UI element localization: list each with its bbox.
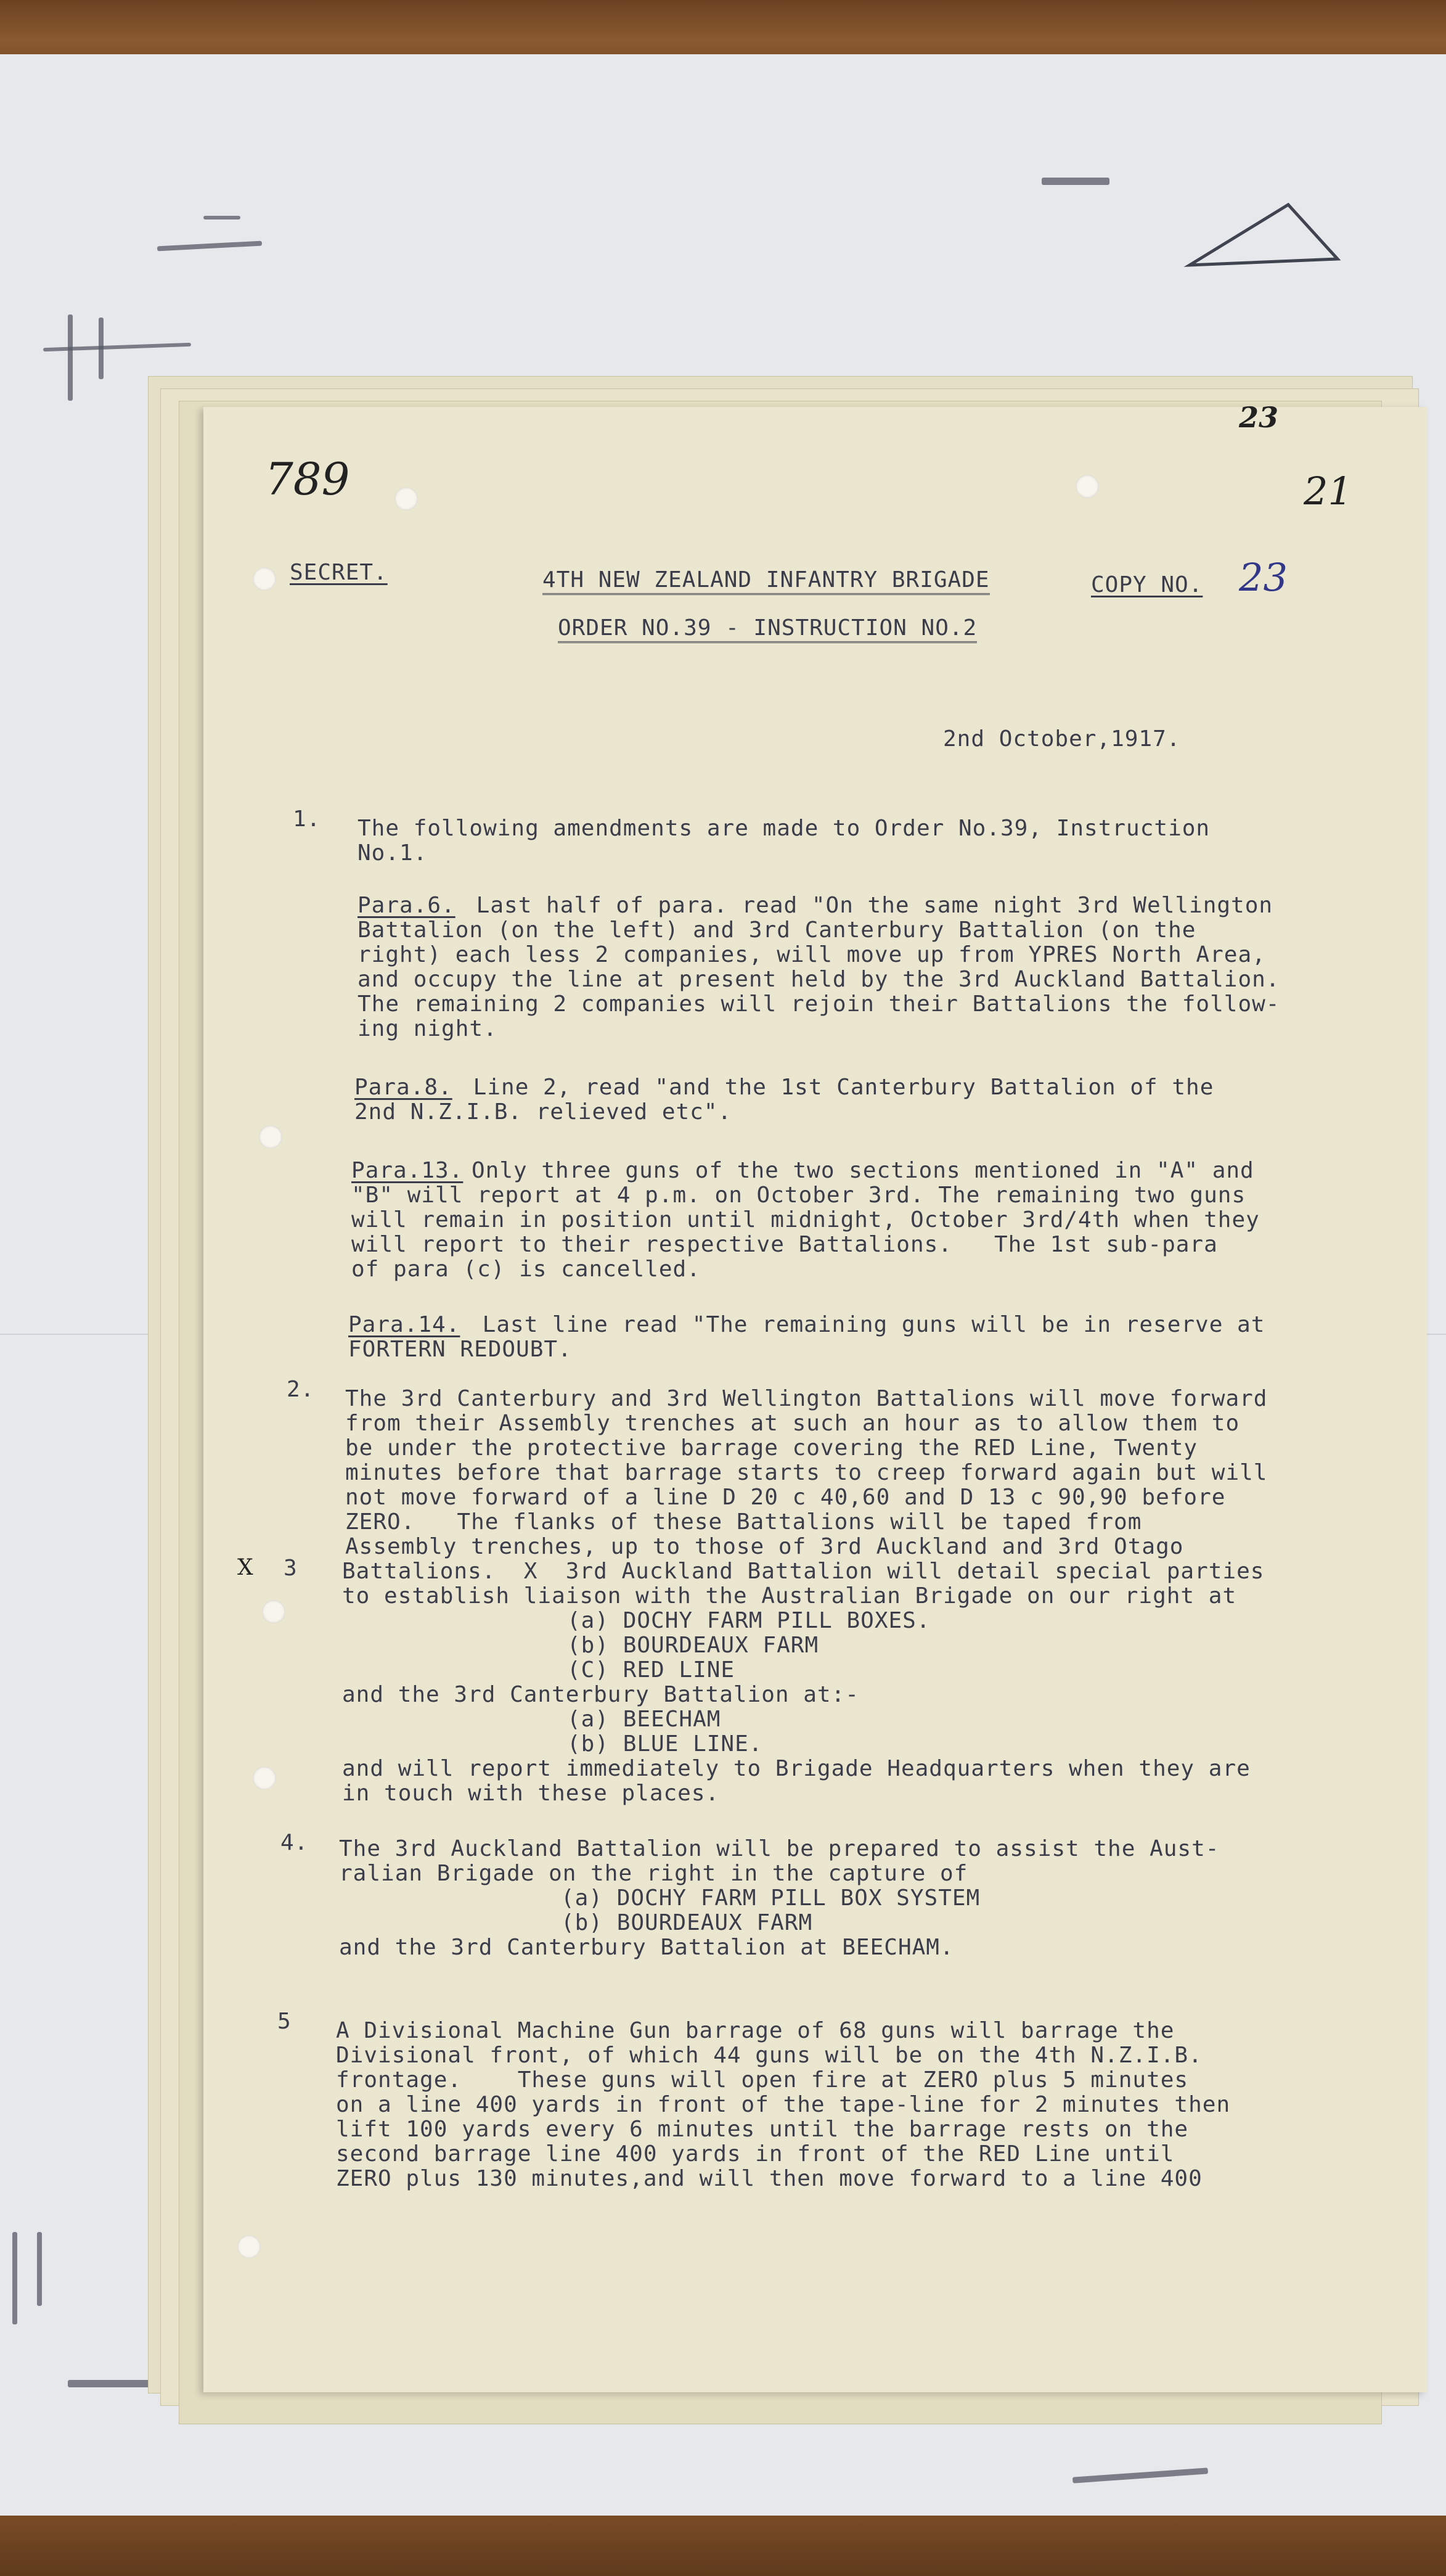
- text-line: ZERO plus 130 minutes,and will then move forward to a line 400: [336, 2166, 1203, 2191]
- text-line: Battalion (on the left) and 3rd Canterbury Battalion (on the: [357, 917, 1196, 943]
- text-line: lift 100 yards every 6 minutes until the barrage rests on the: [336, 2117, 1189, 2142]
- text-line: 2nd N.Z.I.B. relieved etc".: [354, 1099, 732, 1125]
- text-line: of para (c) is cancelled.: [351, 1257, 701, 1282]
- pencil-mark: [12, 2232, 17, 2324]
- para-ref: Para.6.: [357, 893, 455, 918]
- para-number: 1.: [293, 806, 321, 832]
- document-page: [203, 401, 1427, 2392]
- table-surface-bottom: [0, 2516, 1446, 2576]
- text-line: and the 3rd Canterbury Battalion at BEECHAM.: [339, 1935, 954, 1960]
- pencil-mark: [99, 318, 104, 379]
- text-line: Assembly trenches, up to those of 3rd Auckland and 3rd Otago: [345, 1534, 1184, 1559]
- text-line: Divisional front, of which 44 guns will be on the 4th N.Z.I.B.: [336, 2043, 1203, 2068]
- text-line: Battalions. X 3rd Auckland Battalion will detail special parties: [342, 1559, 1265, 1584]
- document-date: 2nd October,1917.: [943, 726, 1181, 752]
- punch-hole: [237, 2235, 261, 2258]
- text-line: ralian Brigade on the right in the capture of: [339, 1861, 968, 1886]
- pencil-mark: [68, 314, 73, 401]
- text-line: not move forward of a line D 20 c 40,60 and D 13 c 90,90 before: [345, 1485, 1226, 1510]
- text-line: Last half of para. read "On the same night 3rd Wellington: [462, 893, 1273, 918]
- punch-hole: [259, 1125, 282, 1149]
- text-line: A Divisional Machine Gun barrage of 68 guns will barrage the: [336, 2018, 1175, 2043]
- list-item: (a) DOCHY FARM PILL BOX SYSTEM: [561, 1885, 981, 1911]
- punch-hole: [253, 567, 276, 591]
- margin-x-mark: X: [237, 1555, 253, 1580]
- classification-label: SECRET.: [290, 560, 388, 585]
- punch-hole: [262, 1600, 285, 1623]
- text-line: FORTERN REDOUBT.: [348, 1337, 572, 1362]
- para-ref: Para.13.: [351, 1158, 464, 1183]
- text-line: and the 3rd Canterbury Battalion at:-: [342, 1682, 859, 1707]
- text-line: and will report immediately to Brigade Headquarters when they are: [342, 1756, 1251, 1781]
- list-item: (b) BLUE LINE.: [567, 1731, 763, 1757]
- text-line: ing night.: [357, 1016, 497, 1041]
- text-line: second barrage line 400 yards in front of the RED Line until: [336, 2141, 1175, 2167]
- punch-hole: [253, 1766, 276, 1790]
- text-line: The 3rd Auckland Battalion will be prepared to assist the Aust-: [339, 1836, 1220, 1861]
- list-item: (a) BEECHAM: [567, 1707, 721, 1732]
- punch-hole: [394, 487, 418, 511]
- para-number: 2.: [287, 1377, 315, 1402]
- folio-number-top: 23: [1239, 401, 1279, 434]
- pencil-mark: [203, 216, 240, 219]
- text-line: will report to their respective Battalions. The 1st sub-para: [351, 1232, 1218, 1257]
- text-line: frontage. These guns will open fire at ZERO plus 5 minutes: [336, 2067, 1189, 2093]
- list-item: (a) DOCHY FARM PILL BOXES.: [567, 1608, 931, 1633]
- text-line: on a line 400 yards in front of the tape-line for 2 minutes then: [336, 2092, 1231, 2117]
- text-line: minutes before that barrage starts to creep forward again but will: [345, 1460, 1268, 1485]
- para-ref: Para.8.: [354, 1075, 452, 1100]
- copy-label: COPY NO.: [1091, 572, 1203, 597]
- text-line: right) each less 2 companies, will move up from YPRES North Area,: [357, 942, 1266, 967]
- text-line: ZERO. The flanks of these Battalions will be taped from: [345, 1509, 1142, 1535]
- text-line: The remaining 2 companies will rejoin their Battalions the follow-: [357, 991, 1280, 1017]
- brigade-heading: 4TH NEW ZEALAND INFANTRY BRIGADE: [542, 568, 990, 595]
- list-item: (b) BOURDEAUX FARM: [567, 1633, 819, 1658]
- text-line: be under the protective barrage covering the RED Line, Twenty: [345, 1435, 1198, 1461]
- para-number: 5: [277, 2009, 292, 2034]
- para-ref: Para.14.: [348, 1312, 460, 1337]
- text-line: in touch with these places.: [342, 1781, 720, 1806]
- text-line: The following amendments are made to Order No.39, Instruction: [357, 816, 1211, 841]
- text-line: from their Assembly trenches at such an hour as to allow them to: [345, 1411, 1240, 1436]
- pencil-mark: [37, 2232, 42, 2306]
- folio-number-left: 789: [265, 453, 350, 505]
- para-number: 3: [284, 1556, 298, 1581]
- text-line: No.1.: [357, 840, 428, 866]
- pencil-mark: [1042, 178, 1109, 185]
- punch-hole: [1076, 475, 1099, 498]
- list-item: (b) BOURDEAUX FARM: [561, 1910, 813, 1935]
- text-line: and occupy the line at present held by the 3rd Auckland Battalion.: [357, 967, 1280, 992]
- triangle-icon: [1183, 197, 1344, 271]
- text-line: Last line read "The remaining guns will be in reserve at: [468, 1312, 1265, 1337]
- copy-number-handwritten: 23: [1239, 555, 1288, 600]
- text-line: will remain in position until midnight, October 3rd/4th when they: [351, 1207, 1260, 1233]
- order-heading: ORDER NO.39 - INSTRUCTION NO.2: [558, 617, 977, 643]
- folio-number-right: 21: [1304, 469, 1352, 514]
- list-item: (C) RED LINE: [567, 1657, 735, 1683]
- text-line: The 3rd Canterbury and 3rd Wellington Battalions will move forward: [345, 1386, 1268, 1411]
- text-line: to establish liaison with the Australian Brigade on our right at: [342, 1583, 1237, 1609]
- text-line: Line 2, read "and the 1st Canterbury Battalion of the: [459, 1075, 1214, 1100]
- text-line: "B" will report at 4 p.m. on October 3rd. The remaining two guns: [351, 1183, 1246, 1208]
- text-line: Only three guns of the two sections mentioned in "A" and: [472, 1158, 1254, 1183]
- para-number: 4.: [280, 1830, 309, 1855]
